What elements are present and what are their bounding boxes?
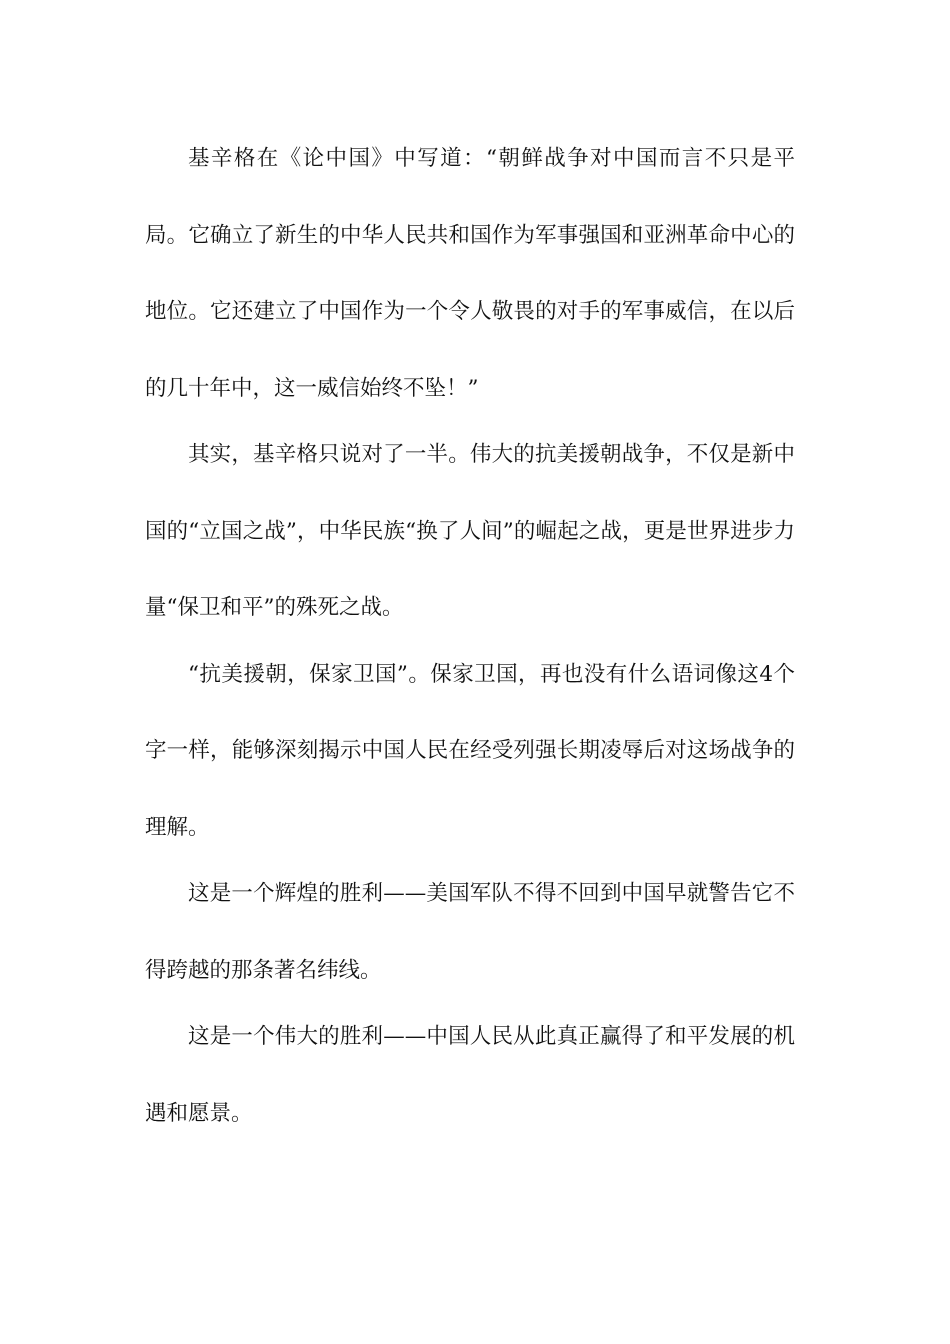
document-body xyxy=(145,121,795,1152)
paragraph-half-right: 其实，基辛格只说对了一半。伟大的抗美援朝战争，不仅是新中国的“立国之战”，中华民族“换了人间”的崛起之战，更是世界进步力量“保卫和平”的殊死之战。 xyxy=(145,442,795,620)
paragraph-kissinger-quote: 基辛格在《论中国》中写道：“朝鲜战争对中国而言不只是平局。它确立了新生的中华人民共和国作为军事强国和亚洲革命中心的地位。它还建立了中国作为一个令人敬畏的对手的军事威信，在以后的几十年中，这一威信始终不坠！” xyxy=(145,146,795,401)
paragraph-great-victory: 这是一个伟大的胜利——中国人民从此真正赢得了和平发展的机遇和愿景。 xyxy=(145,1024,795,1126)
paragraph-defend-homeland: “抗美援朝，保家卫国”。保家卫国，再也没有什么语词像这4个字一样，能够深刻揭示中国人民在经受列强长期凌辱后对这场战争的理解。 xyxy=(145,661,795,840)
paragraph-glorious-victory: 这是一个辉煌的胜利——美国军队不得不回到中国早就警告它不得跨越的那条著名纬线。 xyxy=(145,881,795,983)
